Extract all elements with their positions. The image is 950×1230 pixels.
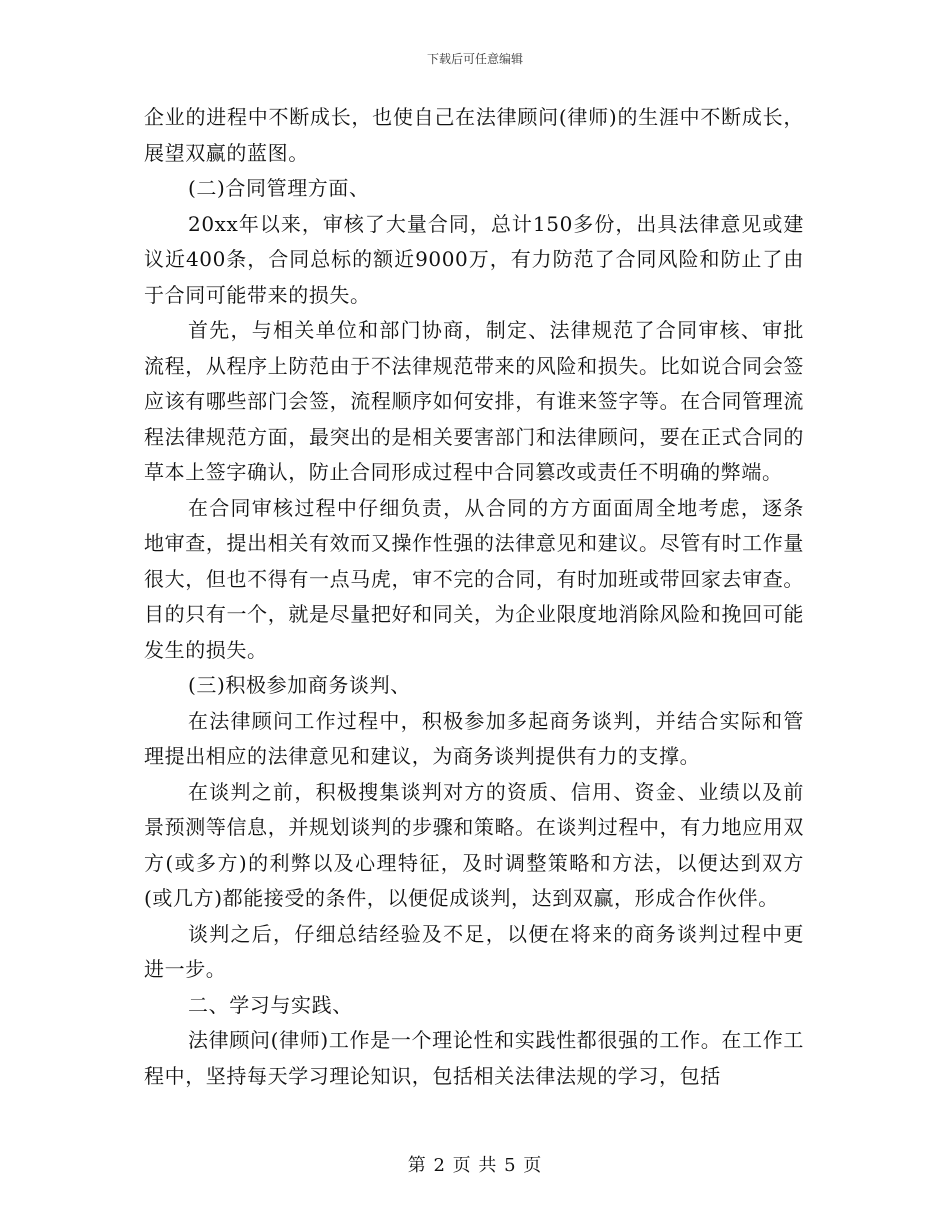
page-number-label: 第 2 页 共 5 页 [407,1155,543,1176]
document-body [144,100,804,1094]
page-footer [0,1154,950,1178]
section-heading-business-negotiation: (三)积极参加商务谈判、 [188,673,411,697]
paragraph-4: 首先，与相关单位和部门协商，制定、法律规范了合同审核、审批流程，从程序上防范由于不法律规范带来的风险和损失。比如说合同会签应该有哪些部门会签，流程顺序如何安排，有谁来签字等。在合同管理流程法律规范方面，最突出的是相关要害部门和法律顾问，要在正式合同的草本上签字确认，防止合同形成过程中合同篡改或责任不明确的弊端。 [144,318,804,484]
paragraph-8: 在谈判之前，积极搜集谈判对方的资质、信用、资金、业绩以及前景预测等信息，并规划谈判的步骤和策略。在谈判过程中，有力地应用双方(或多方)的利弊以及心理特征，及时调整策略和方法，以便达到双方(或几方)都能接受的条件，以便促成谈判，达到双赢，形成合作伙伴。 [144,779,804,910]
paragraph-7: 在法律顾问工作过程中，积极参加多起商务谈判，并结合实际和管理提出相应的法律意见和建议，为商务谈判提供有力的支撑。 [144,708,804,768]
paragraph-1: 企业的进程中不断成长，也使自己在法律顾问(律师)的生涯中不断成长，展望双赢的蓝图。 [144,105,804,165]
section-heading-contract-management: (二)合同管理方面、 [188,176,370,200]
section-heading-study-practice: 二、学习与实践、 [188,992,353,1017]
page-header: 下载后可任意编辑 [426,52,523,66]
paragraph-11: 法律顾问(律师)工作是一个理论性和实践性都很强的工作。在工作工程中，坚持每天学习理论知识，包括相关法律法规的学习，包括 [144,1028,804,1088]
paragraph-3: 20xx年以来，审核了大量合同，总计150多份，出具法律意见或建议近400条，合同总标的额近9000万，有力防范了合同风险和防止了由于合同可能带来的损失。 [144,211,804,307]
paragraph-9: 谈判之后，仔细总结经验及不足，以便在将来的商务谈判过程中更进一步。 [144,921,804,981]
paragraph-5: 在合同审核过程中仔细负责，从合同的方方面面周全地考虑，逐条地审查，提出相关有效而又操作性强的法律意见和建议。尽管有时工作量很大，但也不得有一点马虎，审不完的合同，有时加班或带回家去审查。目的只有一个，就是尽量把好和同关，为企业限度地消除风险和挽回可能发生的损失。 [144,495,804,662]
